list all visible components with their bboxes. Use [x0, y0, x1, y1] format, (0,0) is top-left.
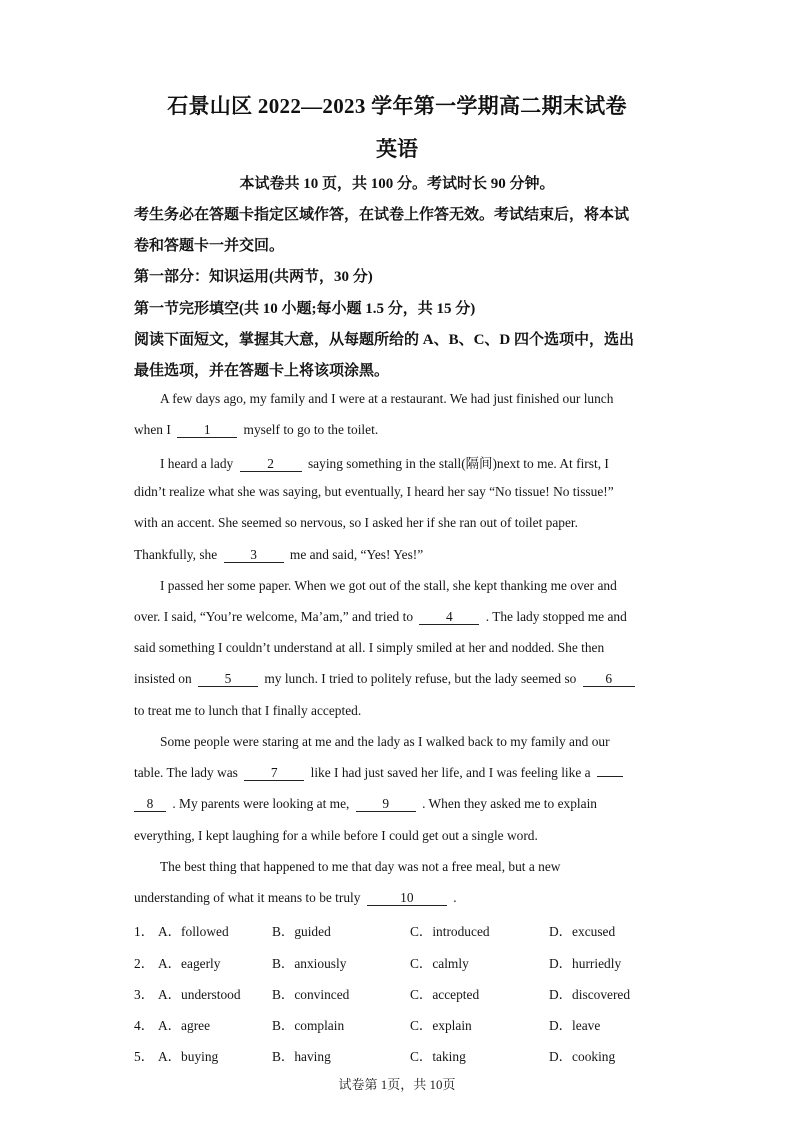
blank-5: 5 [198, 672, 258, 687]
passage-line: Some people were staring at me and the lady as I walked back to my family and our [160, 734, 610, 749]
passage-line [134, 422, 378, 438]
option-d: D．discovered [549, 987, 631, 1002]
passage-line: to treat me to lunch that I finally accepted. [134, 703, 362, 718]
exam-title: 石景山区 2022—2023 学年第一学期高二期末试卷 [167, 94, 627, 118]
passage-line: I passed her some paper. When we got out of the stall, she kept thanking me over and [160, 578, 617, 593]
passage-line: with an accent. She seemed so nervous, so I asked her if she ran out of toilet paper. [134, 515, 578, 530]
question-number: 4． [134, 1018, 155, 1033]
passage-text: over. I said, “You’re welcome, Ma’am,” and tried to [134, 609, 414, 624]
passage-line [134, 547, 423, 563]
option-b: B．complain [272, 1018, 345, 1033]
passage-text: me and said, “Yes! Yes!” [289, 547, 424, 562]
passage-line: The best thing that happened to me that day was not a free meal, but a new [160, 859, 561, 874]
option-c: C．explain [410, 1018, 472, 1033]
instruction-line-2: 卷和答题卡一并交回。 [134, 238, 285, 254]
passage-line [134, 765, 626, 781]
blank-8-start [597, 776, 623, 777]
blank-6: 6 [583, 672, 635, 687]
blank-8: 8 [134, 797, 166, 812]
option-a: A．followed [158, 924, 229, 939]
passage-text: table. The lady was [134, 765, 238, 780]
option-d: D．leave [549, 1018, 601, 1033]
passage-line: didn’t realize what she was saying, but eventually, I heard her say “No tissue! No tissue!” [134, 484, 614, 499]
question-number: 5． [134, 1049, 155, 1064]
subject-heading: 英语 [376, 137, 418, 161]
directions-line-2: 最佳选项，并在答题卡上将该项涂黑。 [134, 363, 390, 379]
option-b: B．guided [272, 924, 331, 939]
exam-note: 本试卷共 10 页，共 100 分。考试时长 90 分钟。 [239, 176, 555, 192]
passage-line: said something I couldn’t understand at all. I simply smiled at her and nodded. She then [134, 640, 605, 655]
directions-line-1: 阅读下面短文，掌握其大意，从每题所给的 A、B、C、D 四个选项中，选出 [134, 332, 635, 348]
option-d: D．cooking [549, 1049, 616, 1064]
page-footer: 试卷第 1页，共 10页 [338, 1077, 456, 1092]
question-number: 2． [134, 956, 155, 971]
question-number: 3． [134, 987, 155, 1002]
blank-4: 4 [419, 610, 479, 625]
option-a: A．buying [158, 1049, 219, 1064]
blank-10: 10 [367, 891, 447, 906]
passage-text: . When they asked me to explain [422, 796, 597, 811]
question-number: 1． [134, 924, 155, 939]
passage-text: when I [134, 422, 171, 437]
passage-text: . [453, 890, 457, 905]
option-c: C．introduced [410, 924, 490, 939]
option-d: D．hurriedly [549, 956, 622, 971]
passage-text: myself to go to the toilet. [243, 422, 379, 437]
passage-text: insisted on [134, 671, 192, 686]
blank-2: 2 [240, 457, 302, 472]
passage-line: A few days ago, my family and I were at a restaurant. We had just finished our lunch [160, 391, 614, 406]
blank-1: 1 [177, 423, 237, 438]
passage-text: . My parents were looking at me, [172, 796, 350, 811]
passage-text: Thankfully, she [134, 547, 218, 562]
passage-text: understanding of what it means to be truly [134, 890, 361, 905]
section-heading: 第一节完形填空(共 10 小题;每小题 1.5 分，共 15 分) [134, 301, 476, 317]
passage-line [134, 609, 627, 625]
option-a: A．understood [158, 987, 241, 1002]
part-heading: 第一部分：知识运用(共两节，30 分) [134, 269, 373, 285]
passage-text: like I had just saved her life, and I was feeling like a [310, 765, 591, 780]
option-c: C．taking [410, 1049, 466, 1064]
passage-text: . The lady stopped me and [485, 609, 627, 624]
passage-text: I heard a lady [160, 456, 234, 471]
option-a: A．eagerly [158, 956, 221, 971]
passage-text: saying something in the stall(隔间)next to me. At first, I [307, 456, 609, 471]
passage-line [160, 453, 609, 472]
passage-text: my lunch. I tried to politely refuse, but the lady seemed so [264, 671, 577, 686]
option-b: B．anxiously [272, 956, 347, 971]
option-c: C．accepted [410, 987, 480, 1002]
passage-line [134, 796, 597, 812]
blank-3: 3 [224, 548, 284, 563]
option-c: C．calmly [410, 956, 469, 971]
blank-9: 9 [356, 797, 416, 812]
option-b: B．having [272, 1049, 331, 1064]
instruction-line-1: 考生务必在答题卡指定区域作答，在试卷上作答无效。考试结束后，将本试 [134, 207, 630, 223]
option-d: D．excused [549, 924, 616, 939]
passage-line: everything, I kept laughing for a while before I could get out a single word. [134, 828, 538, 843]
option-a: A．agree [158, 1018, 211, 1033]
passage-line [134, 671, 638, 687]
option-b: B．convinced [272, 987, 350, 1002]
passage-line [134, 890, 457, 906]
blank-7: 7 [244, 766, 304, 781]
